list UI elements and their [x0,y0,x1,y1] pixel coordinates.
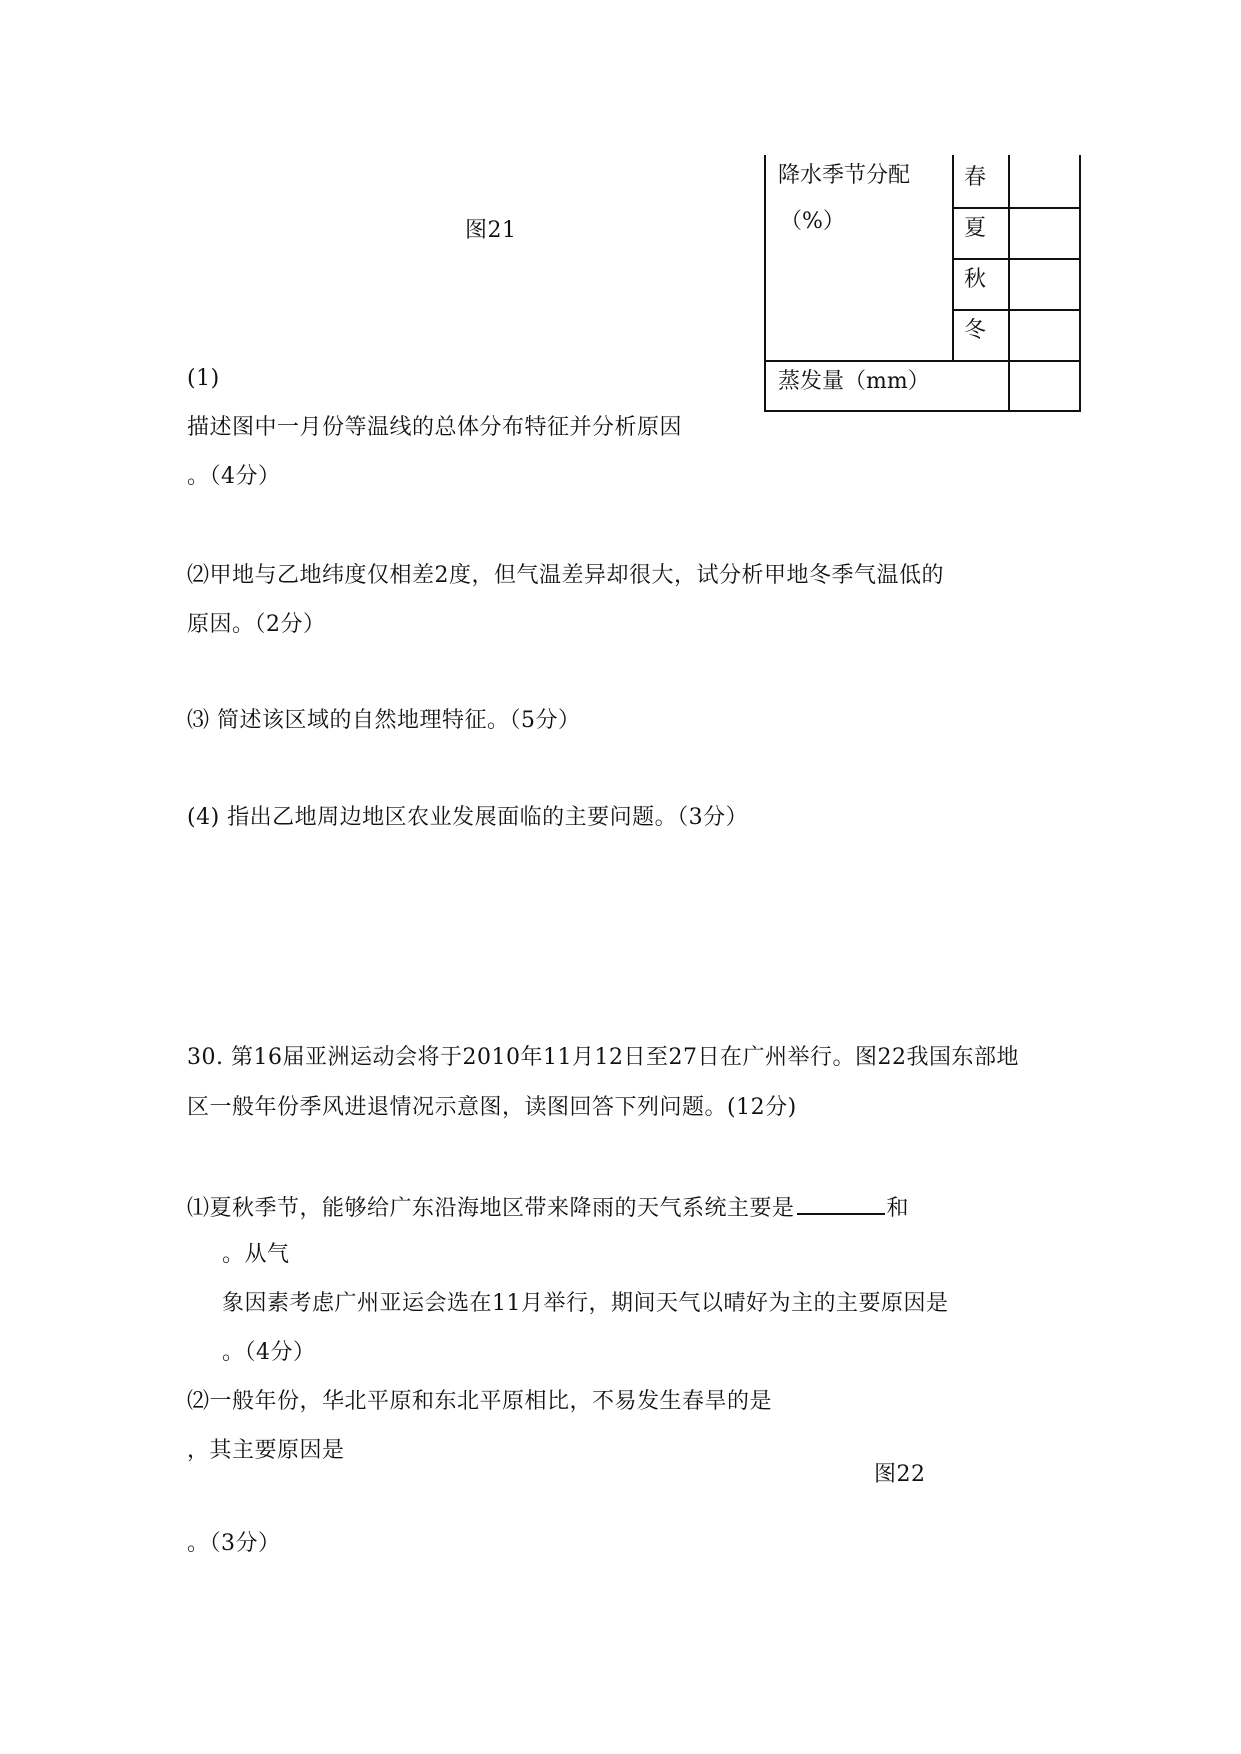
season-autumn: 秋 [964,267,987,292]
q30-2-line2: ，其主要原因是 [187,1438,345,1463]
climate-table [764,155,1081,412]
q30-intro-line1: 30. 第16届亚洲运动会将于2010年11月12日至27日在广州举行。图22我国东部地 [187,1045,1019,1070]
q30-1-line1-and: 和 [886,1196,910,1221]
q29-1-text: 描述图中一月份等温线的总体分布特征并分析原因 [187,415,683,440]
precip-unit: （%） [780,209,845,234]
q29-4-text: (4) 指出乙地周边地区农业发展面临的主要问题。（3分） [187,805,749,830]
figure21-caption: 图21 [465,218,517,243]
q29-3-text: ⑶ 简述该区域的自然地理特征。（5分） [187,708,581,733]
q30-2-score: 。（3分） [187,1531,281,1556]
q29-2-text-cont: 原因。（2分） [187,612,326,637]
q30-1-line1 [187,1191,909,1224]
q30-1-line1-text: ⑴夏秋季节，能够给广东沿海地区带来降雨的天气系统主要是 [187,1196,795,1221]
precip-label: 降水季节分配 [778,163,911,188]
figure22-caption: 图22 [874,1462,926,1487]
q30-1-line3: 象因素考虑广州亚运会选在11月举行，期间天气以晴好为主的主要原因是 [222,1291,949,1316]
q30-1-line2: 。从气 [222,1242,290,1267]
evap-label: 蒸发量（mm） [778,369,930,394]
q29-1-number: (1) [187,366,220,391]
season-winter: 冬 [964,318,987,343]
q30-intro-line2: 区一般年份季风进退情况示意图，读图回答下列问题。(12分) [187,1095,797,1120]
q29-2-text: ⑵甲地与乙地纬度仅相差2度，但气温差异却很大，试分析甲地冬季气温低的 [187,563,944,588]
answer-blank[interactable] [797,1191,885,1215]
q30-1-line4: 。（4分） [222,1340,316,1365]
q30-2-line1: ⑵一般年份，华北平原和东北平原相比，不易发生春旱的是 [187,1389,773,1414]
season-spring: 春 [964,165,987,190]
season-summer: 夏 [964,216,987,241]
q29-1-score: 。（4分） [187,464,281,489]
